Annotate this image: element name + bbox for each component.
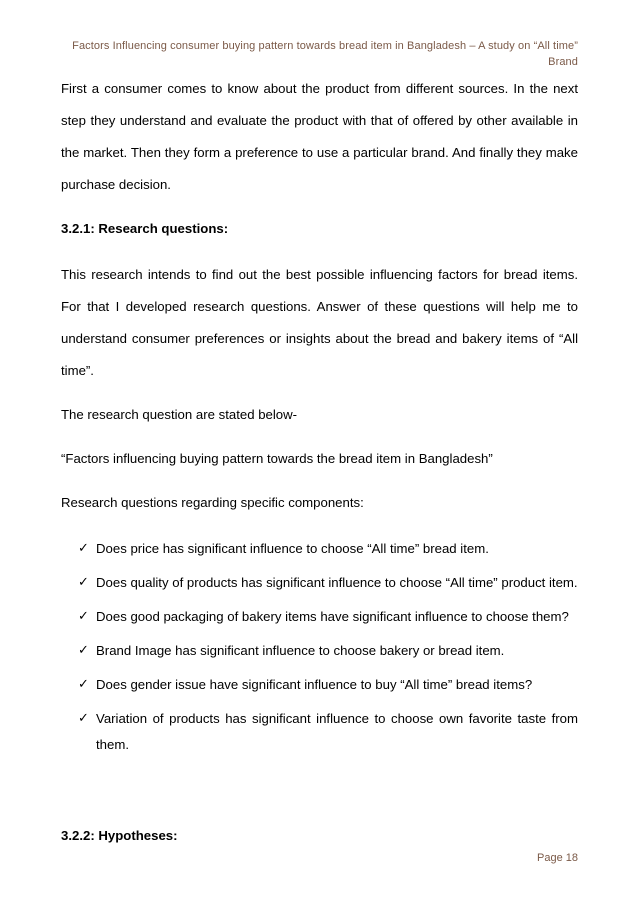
list-item [78, 669, 578, 701]
components-intro-text: Research questions regarding specific components: [61, 495, 364, 510]
hypotheses-heading: 3.2.2: Hypotheses: [61, 828, 178, 843]
stated-below-text: The research question are stated below- [61, 407, 298, 422]
checkmark-icon: ✓ [78, 643, 89, 658]
checkmark-icon: ✓ [78, 575, 89, 590]
question-text: Does price has significant influence to choose “All time” bread item. [96, 541, 489, 556]
research-questions-heading: 3.2.1: Research questions: [61, 221, 229, 236]
research-question-list [61, 533, 578, 758]
checkmark-icon: ✓ [78, 541, 89, 556]
list-item [78, 533, 578, 565]
running-header-brand: Brand [548, 56, 578, 68]
question-text: Brand Image has significant influence to choose bakery or bread item. [96, 643, 505, 658]
intro-paragraph: First a consumer comes to know about the product from different sources. In the next step they understand and evaluate the product with that of offered by other available in the market. Then they form a preference to use a particular brand. And finally they make purchase decision. [61, 81, 578, 192]
document-body [61, 73, 578, 852]
checkmark-icon: ✓ [78, 609, 89, 624]
checkmark-icon: ✓ [78, 711, 89, 726]
question-text: Variation of products has significant influence to choose own favorite taste from them. [96, 711, 578, 752]
running-header-title: Factors Influencing consumer buying pattern towards bread item in Bangladesh – A study on “All time” [72, 40, 578, 52]
research-paragraph: This research intends to find out the best possible influencing factors for bread items. For that I developed research questions. Answer of these questions will help me to understand consumer preferences or insights about the bread and bakery items of “All time”. [61, 267, 578, 378]
running-header [60, 38, 578, 70]
main-research-question: “Factors influencing buying pattern towards the bread item in Bangladesh” [61, 451, 493, 466]
list-item [78, 635, 578, 667]
list-item [78, 567, 578, 599]
list-item [78, 601, 578, 633]
question-text: Does quality of products has significant influence to choose “All time” product item. [96, 575, 578, 590]
checkmark-icon: ✓ [78, 677, 89, 692]
question-text: Does gender issue have significant influence to buy “All time” bread items? [96, 677, 533, 692]
question-text: Does good packaging of bakery items have significant influence to choose them? [96, 609, 569, 624]
page-number: Page 18 [537, 852, 578, 864]
list-item [78, 703, 578, 758]
